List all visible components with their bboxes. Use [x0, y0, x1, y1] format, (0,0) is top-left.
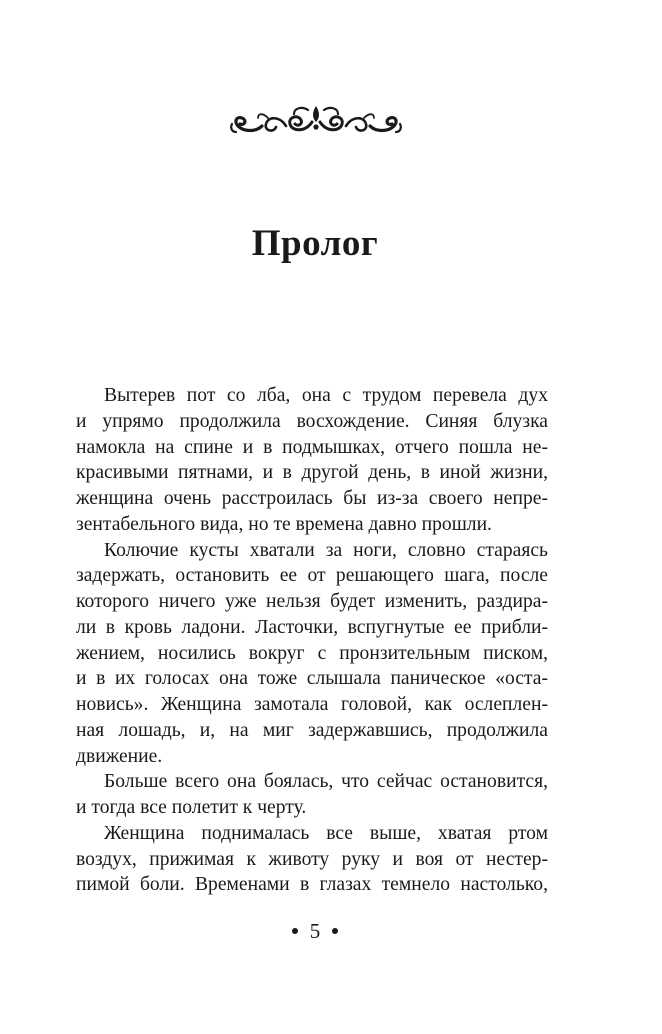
text-line: намокла на спине и в подмышках, отчего пошла не- [76, 436, 548, 458]
bullet-icon [332, 928, 338, 934]
text-line: и тогда все полетит к черту. [76, 797, 307, 818]
bullet-icon [292, 928, 298, 934]
page-number [0, 918, 630, 944]
page-number-value: 5 [309, 919, 321, 943]
text-line: ная лошадь, и, на миг задержавшись, продолжила [76, 719, 548, 741]
text-line: пимой боли. Временами в глазах темнело настолько, [76, 874, 548, 896]
text-line: Вытерев пот со лба, она с трудом перевела дух [104, 385, 548, 406]
body-text [76, 383, 548, 898]
text-line: движение. [76, 745, 163, 767]
text-line: женщина очень расстроилась бы из-за своего непре- [76, 488, 548, 509]
chapter-title: Пролог [251, 223, 379, 264]
text-line: которого ничего уже нельзя будет изменить, раздира- [76, 591, 548, 612]
text-line: ли в кровь ладони. Ласточки, вспугнутые ее прибли- [76, 616, 548, 638]
text-line: Колючие кусты хватали за ноги, словно стараясь [104, 539, 548, 561]
text-line: зентабельного вида, но те времена давно прошли. [76, 513, 492, 535]
text-line: задержать, остановить ее от решающего шага, после [76, 565, 548, 587]
text-line: и в их голосах она тоже слышала паническое «оста- [76, 668, 548, 690]
decorative-flourish-icon [228, 102, 404, 136]
text-line: жением, носились вокруг с пронзительным писком, [76, 642, 548, 664]
text-line: воздух, прижимая к животу руку и воя от нестер- [76, 848, 548, 870]
text-line: новись». Женщина замотала головой, как ослеплен- [76, 694, 548, 715]
text-line: красивыми пятнами, и в другой день, в иной жизни, [76, 462, 548, 484]
text-line: Женщина поднималась все выше, хватая ртом [104, 822, 548, 844]
text-line: Больше всего она боялась, что сейчас остановится, [104, 771, 548, 793]
text-line: и упрямо продолжила восхождение. Синяя блузка [76, 410, 548, 432]
